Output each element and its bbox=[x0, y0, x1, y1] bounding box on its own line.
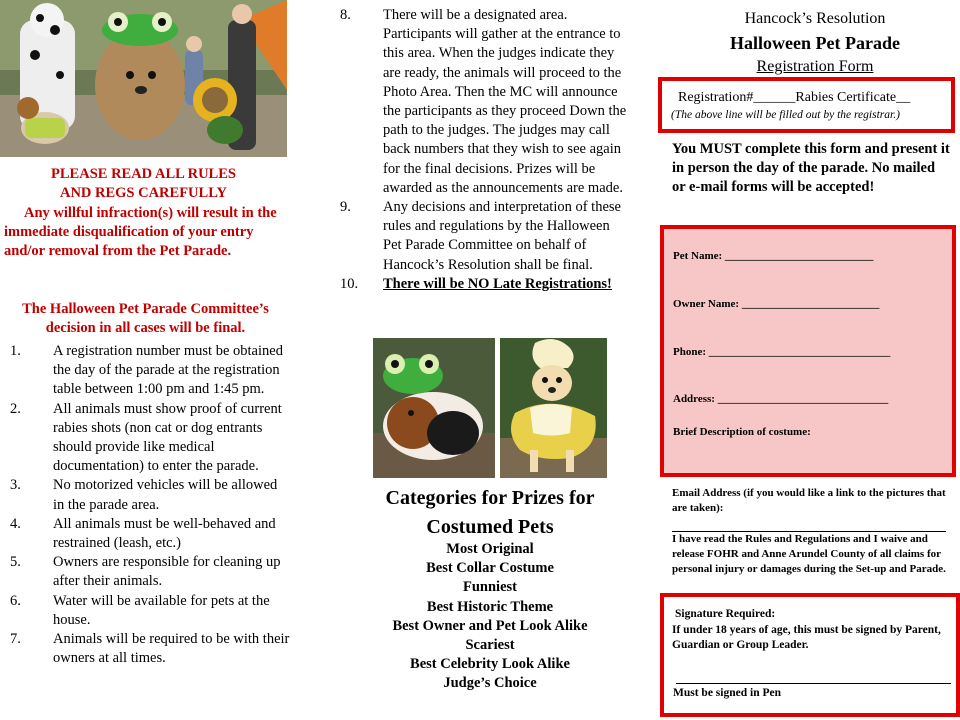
owner-name-field[interactable]: Owner Name: _________________________ bbox=[673, 298, 880, 310]
prize-category: Best Owner and Pet Look Alike bbox=[392, 617, 588, 634]
rule-item bbox=[340, 6, 630, 198]
pet-name-field[interactable]: Pet Name: ___________________________ bbox=[673, 250, 874, 262]
signature-box bbox=[660, 593, 960, 717]
rule-number: 4. bbox=[10, 515, 21, 532]
categories-title-line2: Costumed Pets bbox=[426, 516, 554, 538]
form-subtitle: Registration Form bbox=[756, 58, 874, 75]
rule-text: Any decisions and interpretation of these rules and regulations by the Halloween Pet Parade Committee on behalf of Hancock’s Resolution shall be final. bbox=[383, 199, 621, 273]
categories-title bbox=[330, 484, 650, 542]
rule-text: No motorized vehicles will be allowed in the parade area. bbox=[53, 477, 278, 513]
rule-item bbox=[10, 342, 290, 400]
rules-list-part1 bbox=[10, 342, 290, 668]
prize-category: Best Collar Costume bbox=[426, 560, 554, 577]
rules-heading-line1: PLEASE READ ALL RULES bbox=[51, 166, 236, 182]
rule-text: All animals must be well-behaved and restrained (leash, etc.) bbox=[53, 515, 276, 552]
rule-text: There will be a designated area. Participants will gather at the entrance to this area. When the judges indicate they are ready, the animals will proceed to the Photo Area. Then the MC will announce the participants as they proceed Down the path to the judges. The judges may call back numbers that they wish to see again for the final decisions. Prizes will be awarded as the announcements are made. bbox=[383, 7, 627, 196]
rules-heading-line2: AND REGS CAREFULLY bbox=[59, 185, 228, 201]
rule-number: 1. bbox=[10, 343, 21, 359]
liability-waiver: I have read the Rules and Regulations and I waive and release FOHR and Anne Arundel County of all claims for personal injury or damages during the Set-up and Parade. bbox=[672, 533, 946, 575]
rule-text: All animals must show proof of current rabies shots (non cat or dog entrants should provide like medical documentation) to enter the parade. bbox=[53, 400, 282, 475]
rule-item bbox=[10, 553, 290, 591]
rule-number: 9. bbox=[340, 199, 351, 216]
rule-number: 6. bbox=[10, 592, 21, 609]
prize-category: Funniest bbox=[463, 579, 517, 596]
rule-item bbox=[10, 515, 290, 553]
infraction-warning: Any willful infraction(s) will result in the immediate disqualification of your entry and/or removal from the Pet Parade. bbox=[4, 205, 277, 259]
prize-category: Judge’s Choice bbox=[443, 675, 537, 692]
committee-decision-note: The Halloween Pet Parade Committee’s decision in all cases will be final. bbox=[22, 301, 269, 336]
rules-list-part2 bbox=[340, 6, 630, 294]
rule-item bbox=[10, 592, 290, 630]
rule-text: A registration number must be obtained the day of the parade at the registration table between 1:00 pm and 1:45 pm. bbox=[53, 343, 283, 398]
no-late-registrations: There will be NO Late Registrations! bbox=[383, 275, 612, 292]
registrar-box bbox=[658, 77, 955, 133]
registration-number-field[interactable]: Registration#______Rabies Certificate__ bbox=[678, 90, 911, 105]
registrar-note: (The above line will be filled out by the registrar.) bbox=[671, 109, 900, 121]
pet-owner-info-box bbox=[660, 225, 956, 477]
sign-in-pen-note: Must be signed in Pen bbox=[673, 687, 781, 699]
form-title: Halloween Pet Parade bbox=[730, 33, 900, 53]
signature-required-label: Signature Required: bbox=[675, 608, 776, 620]
organization-name: Hancock’s Resolution bbox=[744, 10, 886, 27]
rule-number: 8. bbox=[340, 7, 351, 23]
guardian-signature-note: If under 18 years of age, this must be signed by Parent, Guardian or Group Leader. bbox=[672, 624, 941, 651]
guinea-pig-photo-art bbox=[373, 338, 495, 478]
rule-item bbox=[10, 630, 290, 668]
rule-text: Owners are responsible for cleaning up after their animals. bbox=[53, 554, 281, 590]
in-person-requirement: You MUST complete this form and present it in person the day of the parade. No mailed or e-mail forms will be accepted! bbox=[672, 141, 950, 195]
rule-number: 10. bbox=[340, 275, 359, 292]
categories-title-line1: Categories for Prizes for bbox=[385, 487, 595, 509]
dog-banana-costume-photo bbox=[500, 338, 607, 478]
prize-categories-list bbox=[330, 540, 650, 694]
phone-field[interactable]: Phone: _________________________________ bbox=[673, 346, 891, 358]
address-field[interactable]: Address: _______________________________ bbox=[673, 393, 889, 405]
rule-number: 7. bbox=[10, 631, 21, 648]
prize-category: Best Historic Theme bbox=[426, 598, 554, 615]
prize-category: Most Original bbox=[446, 541, 534, 557]
pets-costume-photo-art bbox=[0, 0, 287, 157]
rule-item bbox=[340, 198, 630, 275]
pets-costume-photo bbox=[0, 0, 287, 157]
rule-item bbox=[10, 400, 290, 477]
email-address-label: Email Address (if you would like a link to the pictures that are taken): bbox=[672, 487, 946, 514]
prize-category: Scariest bbox=[465, 637, 515, 654]
signature-line[interactable] bbox=[676, 683, 951, 684]
rule-number: 5. bbox=[10, 554, 21, 571]
guinea-pig-frog-costume-photo bbox=[373, 338, 495, 478]
rule-number: 3. bbox=[10, 477, 21, 494]
rule-number: 2. bbox=[10, 400, 21, 417]
rules-heading bbox=[0, 165, 287, 203]
rule-item bbox=[10, 476, 290, 514]
dog-banana-photo-art bbox=[500, 338, 607, 478]
rule-text: Water will be available for pets at the house. bbox=[53, 592, 270, 628]
rule-text: Animals will be required to be with their owners at all times. bbox=[53, 631, 290, 667]
costume-description-field[interactable]: Brief Description of costume: bbox=[673, 426, 811, 438]
prize-category: Best Celebrity Look Alike bbox=[410, 656, 570, 673]
rule-item bbox=[340, 275, 630, 294]
